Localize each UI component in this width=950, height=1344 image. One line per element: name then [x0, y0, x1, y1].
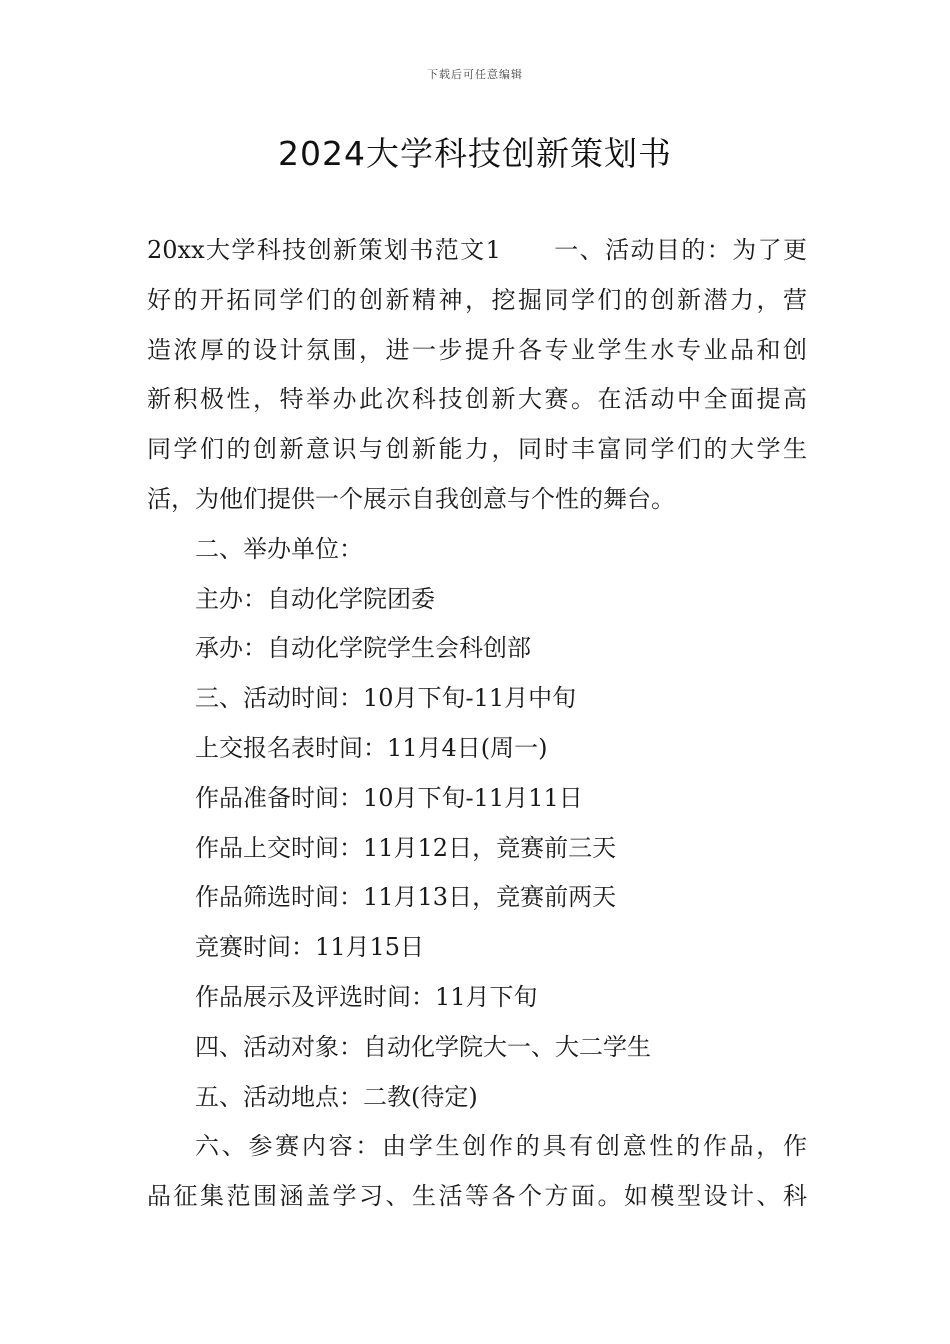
time-screening: 作品筛选时间：11月13日，竞赛前两天 — [195, 883, 617, 912]
time-preparation: 作品准备时间：10月下旬-11月11日 — [195, 783, 583, 812]
section-activity-time: 三、活动时间：10月下旬-11月中旬 — [195, 684, 577, 713]
section-organizer-heading: 二、举办单位： — [195, 534, 363, 563]
time-competition: 竞赛时间：11月15日 — [195, 933, 425, 962]
section-content-line-1: 六、参赛内容：由学生创作的具有创意性的作品，作 — [195, 1132, 807, 1161]
intro-line-5: 同学们的创新意识与创新能力，同时丰富同学们的大学生 — [147, 435, 807, 464]
intro-line-4: 新积极性，特举办此次科技创新大赛。在活动中全面提高 — [147, 385, 807, 414]
intro-line-1 — [147, 226, 807, 276]
section-content-line-2: 品征集范围涵盖学习、生活等各个方面。如模型设计、科 — [147, 1182, 807, 1211]
intro-line-3: 造浓厚的设计氛围，进一步提升各专业学生水专业品和创 — [147, 335, 807, 364]
organizer-undertaker: 承办：自动化学院学生会科创部 — [195, 634, 531, 663]
intro-line-2: 好的开拓同学们的创新精神，挖掘同学们的创新潜力，营 — [147, 285, 807, 314]
header-note: 下载后可任意编辑 — [427, 68, 523, 81]
purpose-heading: 一、活动目的：为了更 — [552, 236, 807, 264]
intro-line-6: 活，为他们提供一个展示自我创意与个性的舞台。 — [147, 484, 675, 513]
section-participants: 四、活动对象：自动化学院大一、大二学生 — [195, 1032, 651, 1061]
time-exhibition: 作品展示及评选时间：11月下旬 — [195, 982, 538, 1011]
time-registration: 上交报名表时间：11月4日(周一) — [195, 733, 548, 762]
section-location: 五、活动地点：二教(待定) — [195, 1082, 478, 1111]
doc-reference: 20xx大学科技创新策划书范文1 — [147, 236, 501, 264]
time-submission: 作品上交时间：11月12日，竞赛前三天 — [195, 833, 617, 862]
document-body — [147, 226, 807, 1222]
organizer-host: 主办：自动化学院团委 — [195, 584, 435, 613]
document-title: 2024大学科技创新策划书 — [278, 134, 672, 173]
